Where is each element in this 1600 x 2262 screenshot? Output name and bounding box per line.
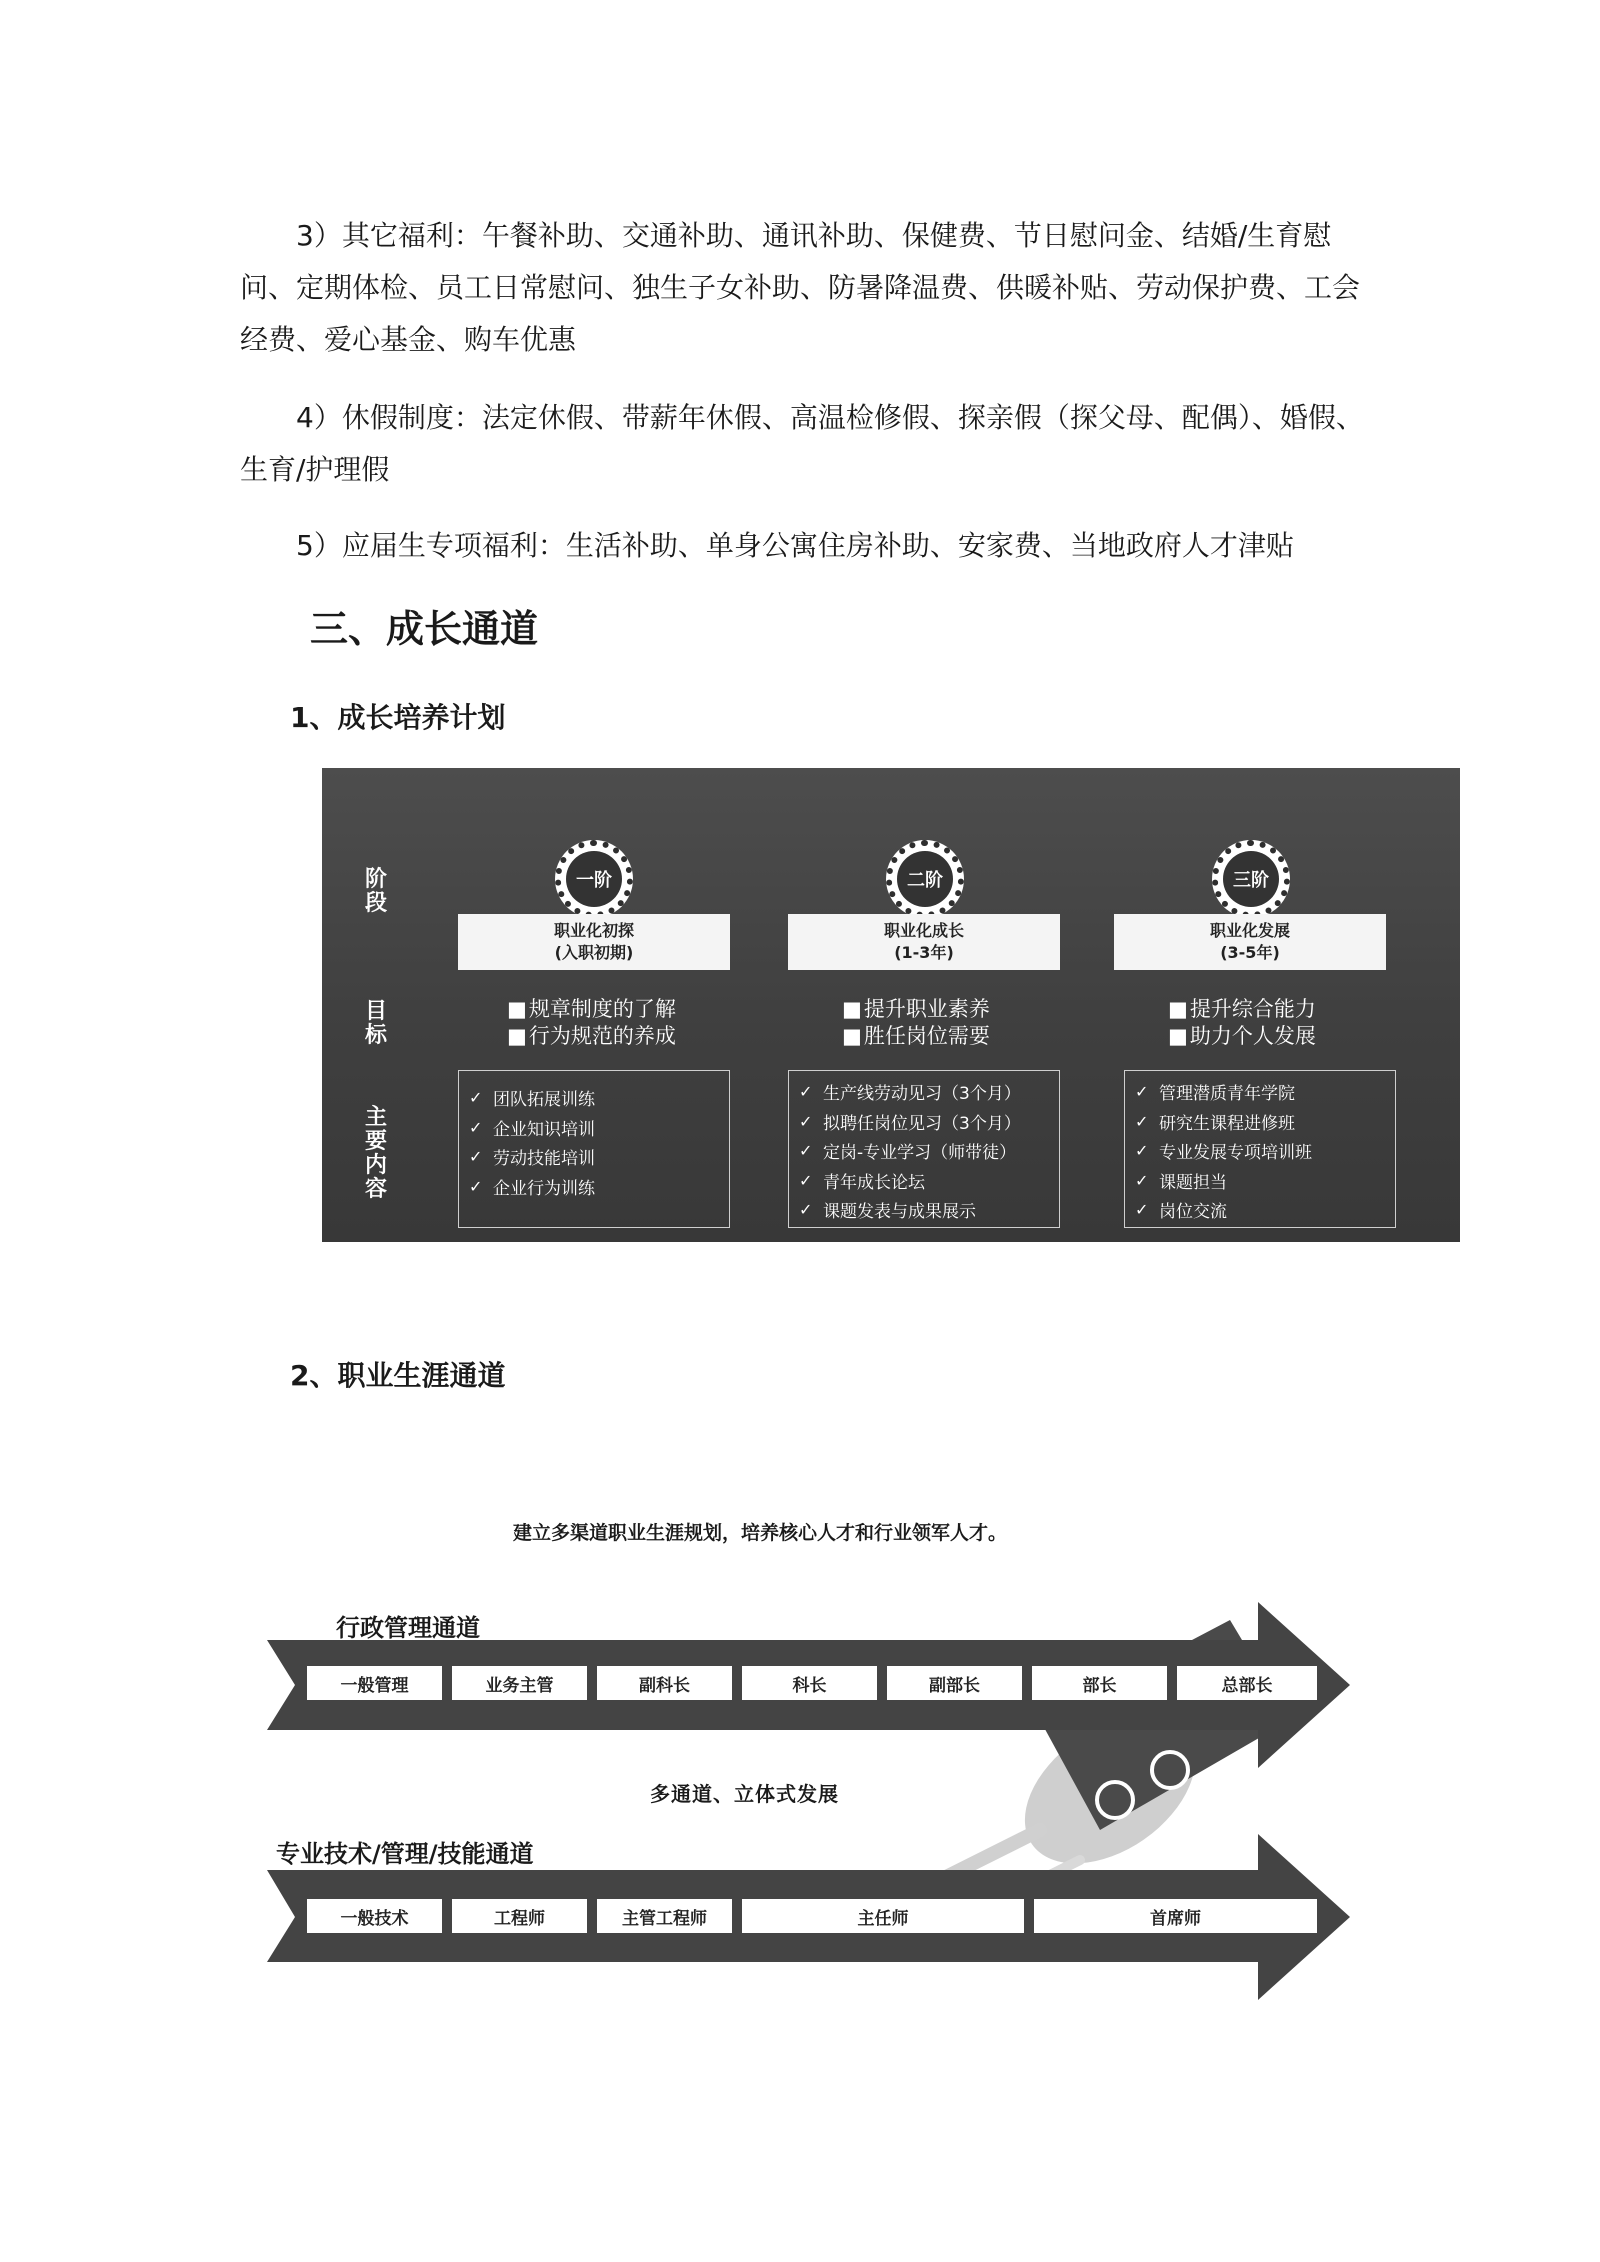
stage-1-period: (入职初期) (554, 943, 634, 962)
stage-2-goal-2: ■ 胜任岗位需要 (842, 1023, 990, 1050)
admin-rung: 部长 (1032, 1666, 1167, 1700)
list-item: ✓ 定岗-专业学习（师带徒） (799, 1141, 1017, 1164)
admin-channel-title: 行政管理通道 (336, 1614, 480, 1642)
admin-rung: 一般管理 (307, 1666, 442, 1700)
admin-rung: 业务主管 (452, 1666, 587, 1700)
list-item: ✓ 专业发展专项培训班 (1135, 1141, 1312, 1164)
row-label-goal: 目标 (364, 999, 387, 1048)
list-item: ✓ 青年成长论坛 (799, 1170, 925, 1193)
stage-2-goal-1: ■ 提升职业素养 (842, 996, 990, 1023)
multi-channel-caption: 多通道、立体式发展 (650, 1782, 839, 1806)
tech-rung: 工程师 (452, 1899, 587, 1933)
benefit-other-paragraph: 3）其它福利：午餐补助、交通补助、通讯补助、保健费、节日慰问金、结婚/生育慰问、定期体检、员工日常慰问、独生子女补助、防暑降温费、供暖补贴、劳动保护费、工会经费、爱心基金、购车优惠 (240, 219, 1361, 356)
list-item: ✓ 研究生课程进修班 (1135, 1111, 1295, 1134)
admin-rung: 副科长 (597, 1666, 732, 1700)
stage-3-title: 职业化发展 (1209, 921, 1290, 940)
tech-rung: 首席师 (1034, 1899, 1317, 1933)
benefit-leave-paragraph: 4）休假制度：法定休假、带薪年休假、高温检修假、探亲假（探父母、配偶）、婚假、生育/护理假 (240, 401, 1364, 486)
admin-rung: 副部长 (887, 1666, 1022, 1700)
list-item: ✓ 生产线劳动见习（3个月） (799, 1082, 1021, 1105)
list-item: ✓ 拟聘任岗位见习（3个月） (799, 1111, 1021, 1134)
stage-1-title: 职业化初探 (553, 921, 634, 940)
list-item: ✓ 课题发表与成果展示 (799, 1200, 976, 1223)
stage-2-badge-label: 二阶 (897, 851, 953, 907)
list-item: ✓ 课题担当 (1135, 1170, 1227, 1193)
tech-rung: 一般技术 (307, 1899, 442, 1933)
list-item: ✓ 岗位交流 (1135, 1200, 1227, 1223)
row-label-stage: 阶段 (364, 867, 387, 916)
admin-rung: 总部长 (1177, 1666, 1317, 1700)
stage-3-period: (3-5年) (1220, 943, 1280, 962)
career-heading: 2、职业生涯通道 (290, 1359, 506, 1392)
benefit-graduate-paragraph: 5）应届生专项福利：生活补助、单身公寓住房补助、安家费、当地政府人才津贴 (296, 529, 1294, 562)
stage-1-goal-2: ■ 行为规范的养成 (507, 1023, 676, 1050)
career-caption: 建立多渠道职业生涯规划，培养核心人才和行业领军人才。 (512, 1522, 1007, 1544)
list-item: ✓ 劳动技能培训 (469, 1147, 595, 1170)
list-item: ✓ 团队拓展训练 (469, 1088, 595, 1111)
stage-2-period: (1-3年) (894, 943, 954, 962)
admin-rung: 科长 (742, 1666, 877, 1700)
list-item: ✓ 管理潜质青年学院 (1135, 1082, 1295, 1105)
stage-3-badge-label: 三阶 (1223, 851, 1279, 907)
row-label-content: 主要内容 (364, 1105, 387, 1202)
stage-1-goal-1: ■ 规章制度的了解 (507, 996, 676, 1023)
section-title: 三、成长通道 (310, 607, 539, 651)
stage-3-goal-2: ■ 助力个人发展 (1168, 1023, 1316, 1050)
tech-rung: 主管工程师 (597, 1899, 732, 1933)
stage-1-badge-label: 一阶 (566, 851, 622, 907)
stage-2-title: 职业化成长 (883, 921, 964, 940)
tech-rung: 主任师 (742, 1899, 1024, 1933)
tech-channel-title: 专业技术/管理/技能通道 (276, 1840, 534, 1868)
stage-3-goal-1: ■ 提升综合能力 (1168, 996, 1316, 1023)
list-item: ✓ 企业行为训练 (469, 1176, 595, 1199)
list-item: ✓ 企业知识培训 (469, 1117, 595, 1140)
plan-heading: 1、成长培养计划 (290, 701, 506, 734)
